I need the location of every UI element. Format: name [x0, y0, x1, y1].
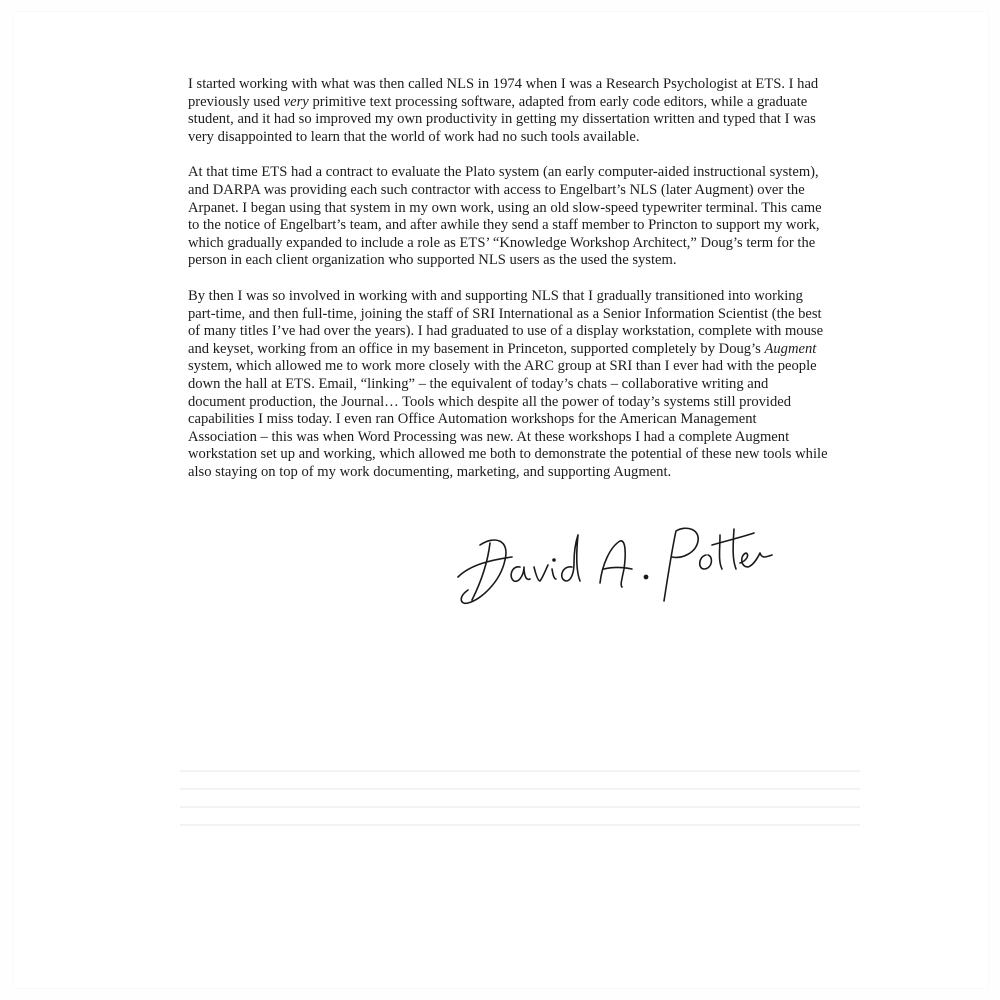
signature-stroke-o — [700, 555, 712, 569]
signature-stroke-p — [664, 528, 698, 601]
paragraph-2 — [188, 164, 828, 270]
bleed-line — [180, 806, 860, 808]
signature-stroke-i — [552, 569, 556, 579]
paragraph-3 — [188, 288, 828, 482]
reverse-side-bleed — [180, 770, 860, 900]
signature-dot-i — [553, 559, 555, 561]
paragraph-1-text-b: primitive text processing software, adapted from early code editors, while a graduate student, and it had so improved my own productivity in getting my dissertation written and typed that I was very disappointed to learn that the world of work had no such tools available. — [188, 93, 816, 145]
signature-period — [644, 575, 647, 578]
signature-stroke-a2 — [600, 541, 632, 587]
bleed-line — [180, 788, 860, 790]
signature-drawing — [450, 505, 780, 615]
paragraph-3-text-b: system, which allowed me to work more closely with the ARC group at SRI than I ever had with the people down the hall at ETS. Email, “linking” – the equivalent of today’s chats – collaborative writing and document production, the Journal… Tools which despite all the power of today’s systems still provided capabilities I miss today. I even ran Office Automation workshops for the American Management Association – this was when Word Processing was new. At these workshops I had a complete Augment workstation set up and working, which allowed me both to demonstrate the potential of these new tools while also staying on top of my work documenting, marketing, and supporting Augment. — [188, 358, 828, 480]
letter-body — [188, 76, 828, 499]
paragraph-3-emphasis: Augment — [764, 340, 817, 357]
bleed-line — [180, 770, 860, 772]
paragraph-2-text: At that time ETS had a contract to evaluate the Plato system (an early computer-aided instructional system), and DARPA was providing each such contractor with access to Engelbart’s NLS (later Augment) over the Arpanet. I began using that system in my own work, using an old slow-speed typewriter terminal. This came to the notice of Engelbart’s team, and after awhile they send a staff member to Princton to support my work, which gradually expanded to include a role as ETS’ “Knowledge Workshop Architect,” Doug’s term for the person in each client organization who supported NLS users as the used the system. — [188, 164, 822, 269]
paragraph-1-emphasis: very — [283, 93, 309, 110]
signature-stroke-t1 — [720, 535, 723, 569]
paragraph-1 — [188, 76, 828, 146]
signature-stroke-t2 — [712, 529, 754, 569]
bleed-line — [180, 824, 860, 826]
paragraph-3-text-a: By then I was so involved in working with and supporting NLS that I gradually transitioned into working part-time, and then full-time, joining the staff of SRI International as a Senior Information Scientist (the best of many titles I’ve had over the years). I had graduated to use of a display workstation, complete with mouse and keyset, working from an office in my basement in Princeton, supported completely by Doug’s — [188, 287, 824, 357]
signature-stroke-d2 — [562, 535, 580, 581]
handwritten-signature — [450, 505, 780, 615]
paragraph-1-text-a: I started working with what was then called NLS in 1974 when I was a Research Psychologist at ETS. I had previously used — [188, 76, 819, 110]
signature-stroke-d — [458, 540, 512, 603]
signature-stroke-er — [740, 553, 772, 567]
signature-stroke-v — [534, 565, 548, 581]
signature-stroke-a1 — [511, 567, 530, 581]
